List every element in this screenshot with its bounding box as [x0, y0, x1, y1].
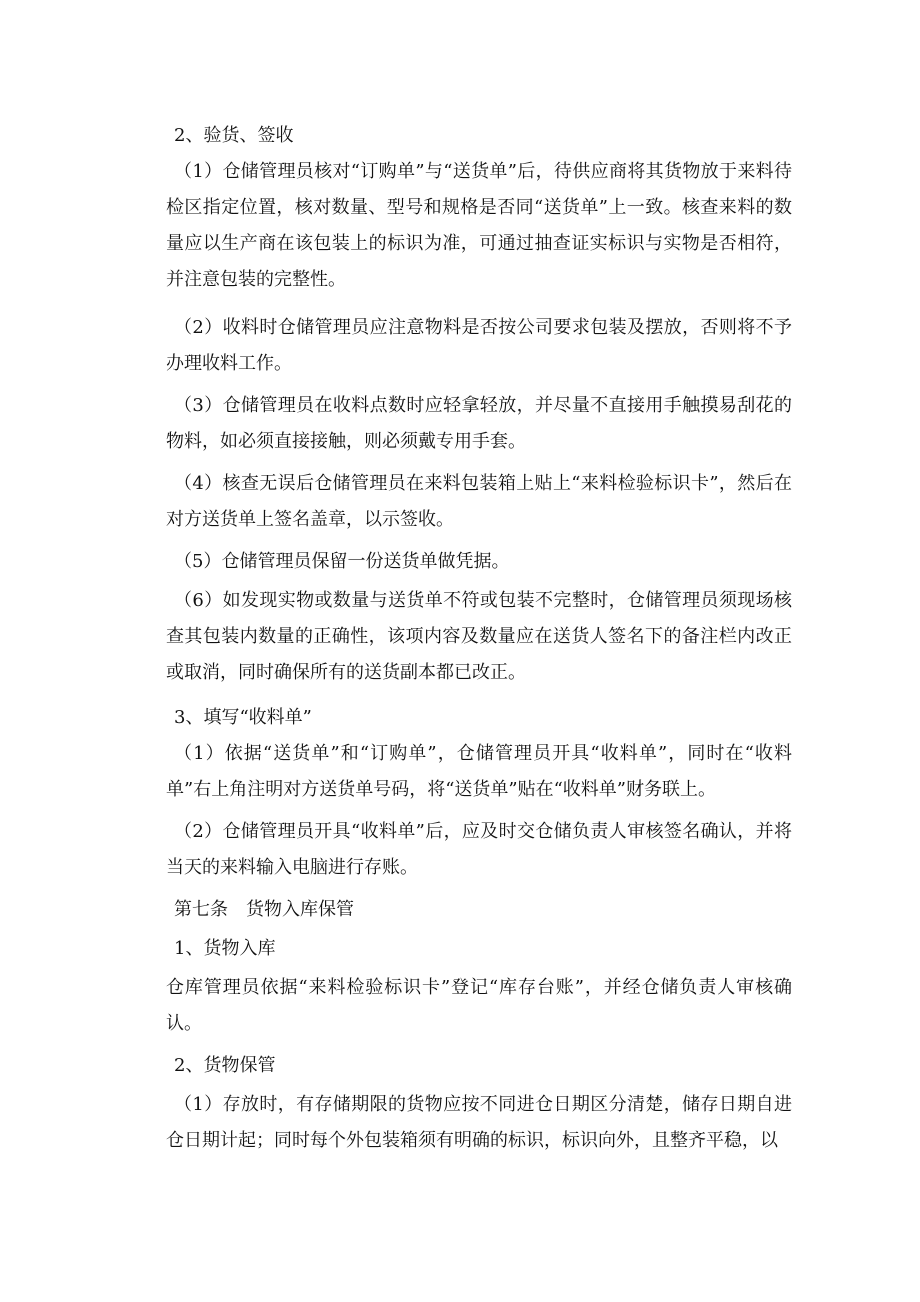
- paragraph-inspection-4: （4）核查无误后仓储管理员在来料包装箱上贴上“来料检验标识卡”，然后在对方送货单上签名盖章，以示签收。: [166, 473, 792, 530]
- paragraph-inspection-3: （3）仓储管理员在收料点数时应轻拿轻放，并尽量不直接用手触摸易刮花的物料，如必须直接接触，则必须戴专用手套。: [166, 395, 792, 452]
- paragraph-custody-1: （1）存放时，有存储期限的货物应按不同进仓日期区分清楚，储存日期自进仓日期计起；同时每个外包装箱须有明确的标识，标识向外，且整齐平稳，以: [166, 1094, 792, 1151]
- section-heading-warehousing: 1、货物入库: [174, 938, 276, 959]
- section-heading-receipt-form: 3、填写“收料单”: [174, 707, 312, 728]
- article-heading-storage: 第七条 货物入库保管: [174, 899, 354, 920]
- section-heading-inspection: 2、验货、签收: [174, 125, 294, 146]
- paragraph-receipt-2: （2）仓储管理员开具“收料单”后，应及时交仓储负责人审核签名确认，并将当天的来料输入电脑进行存账。: [166, 821, 792, 878]
- paragraph-inspection-1: （1）仓储管理员核对“订购单”与“送货单”后，待供应商将其货物放于来料待检区指定位置，核对数量、型号和规格是否同“送货单”上一致。核查来料的数量应以生产商在该包装上的标识为准，可通过抽查证实标识与实物是否相符，并注意包装的完整性。: [166, 161, 792, 290]
- paragraph-inspection-2: （2）收料时仓储管理员应注意物料是否按公司要求包装及摆放，否则将不予办理收料工作。: [166, 317, 792, 374]
- paragraph-inspection-6: （6）如发现实物或数量与送货单不符或包装不完整时，仓储管理员须现场核查其包装内数量的正确性，该项内容及数量应在送货人签名下的备注栏内改正或取消，同时确保所有的送货副本都已改正。: [166, 590, 792, 683]
- section-heading-custody: 2、货物保管: [174, 1055, 276, 1076]
- paragraph-warehousing: 仓库管理员依据“来料检验标识卡”登记“库存台账”，并经仓储负责人审核确认。: [166, 977, 792, 1034]
- paragraph-receipt-1: （1）依据“送货单”和“订购单”，仓储管理员开具“收料单”，同时在“收料单”右上角注明对方送货单号码，将“送货单”贴在“收料单”财务联上。: [166, 743, 792, 800]
- paragraph-inspection-5: （5）仓储管理员保留一份送货单做凭据。: [174, 551, 510, 572]
